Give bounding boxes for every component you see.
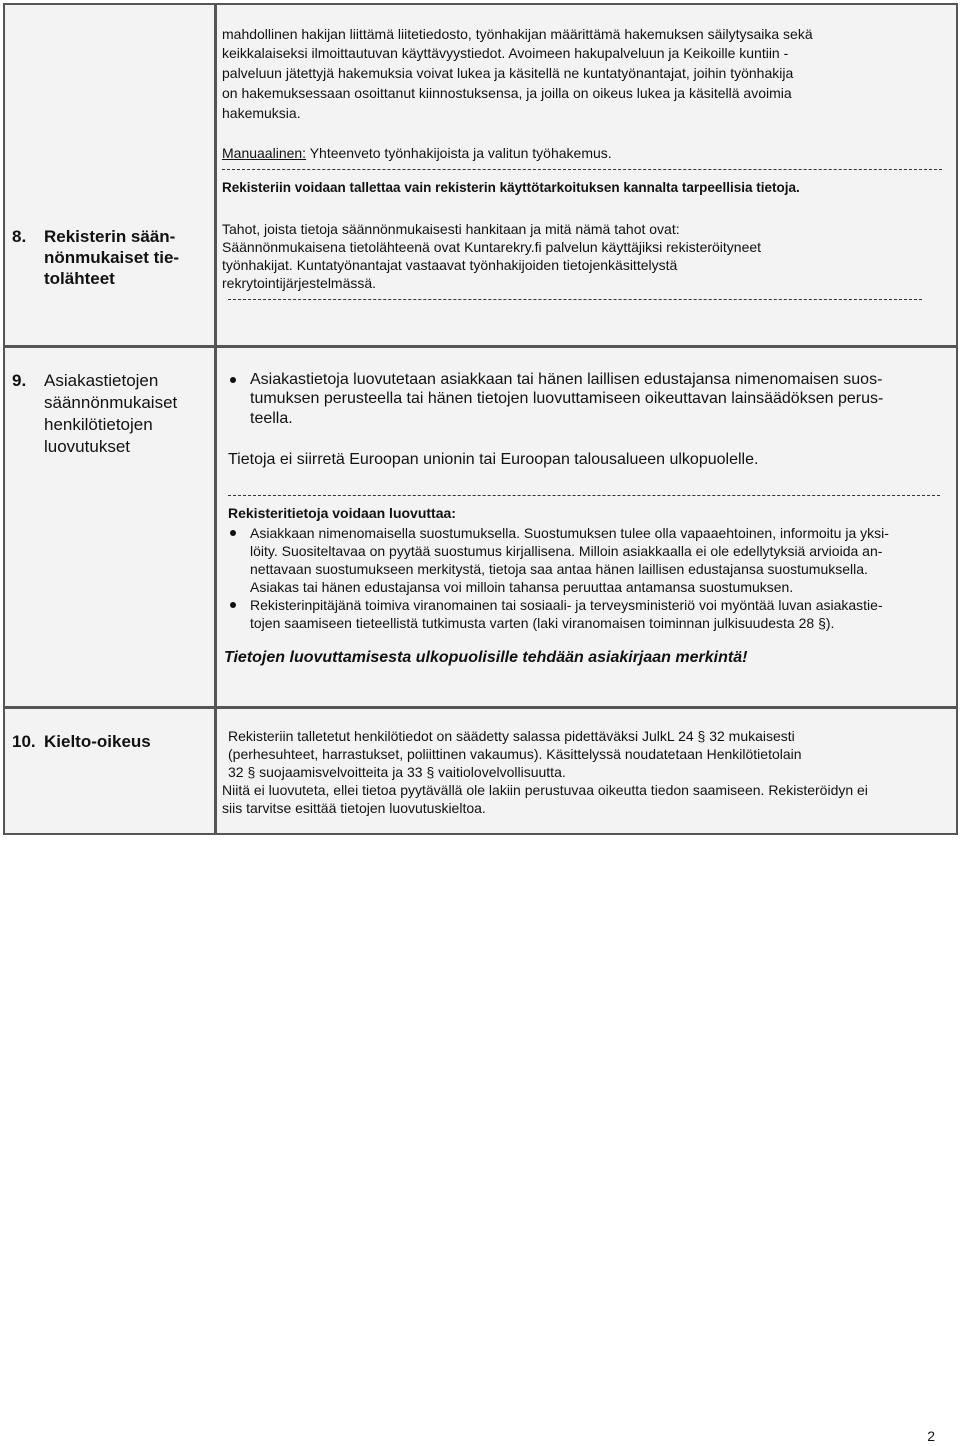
section8-title-line: nönmukaiset tie- — [44, 248, 180, 267]
bullet-icon — [230, 530, 236, 536]
section9-title-line: luovutukset — [44, 437, 130, 456]
section10-title: Kielto-oikeus — [44, 732, 151, 751]
paragraph-line: on hakemuksessaan osoittanut kiinnostuksensa, ja joilla on oikeus lukea ja käsitellä avoimia — [222, 85, 792, 101]
bullet-line: löity. Suositeltavaa on pyytää suostumus kirjallisena. Milloin asiakkaalla ei ole edellytyksiä arvioida an- — [250, 543, 883, 559]
bullet-line: teella. — [250, 410, 293, 427]
section10-number: 10. — [12, 732, 36, 751]
page-number: 2 — [927, 1428, 935, 1444]
dashed-divider — [228, 495, 940, 496]
section10-line: siis tarvitse esittää tietojen luovutuskieltoa. — [222, 800, 486, 816]
section8-line: työnhakijat. Kuntatyönantajat vastaavat työnhakijoiden tietojenkäsittelystä — [222, 257, 678, 273]
disclose-heading: Rekisteritietoja voidaan luovuttaa: — [228, 505, 456, 521]
bullet-line: Asiakastietoja luovutetaan asiakkaan tai hänen laillisen edustajansa nimenomaisen suos- — [250, 371, 883, 388]
section10-line: 32 § suojaamisvelvoitteita ja 33 § vaitiolovelvollisuutta. — [228, 764, 566, 780]
dashed-divider — [228, 299, 922, 300]
section9-number: 9. — [12, 371, 27, 390]
section9-title-line: Asiakastietojen — [44, 371, 159, 390]
manual-label: Manuaalinen: — [222, 145, 307, 161]
disclosure-note: Tietojen luovuttamisesta ulkopuolisille tehdään asiakirjaan merkintä! — [224, 649, 748, 666]
bullet-line: tumuksen perusteella tai hänen tietojen luovuttamiseen oikeuttavan lainsäädöksen perus- — [250, 390, 884, 407]
section-top-left-cell — [3, 3, 216, 347]
bullet-line: Rekisterinpitäjänä toimiva viranomainen tai sosiaali- ja terveysministeriö voi myöntää luvan asiakastie- — [250, 597, 883, 613]
bullet-icon — [230, 602, 236, 608]
section8-line: Tahot, joista tietoja säännönmukaisesti hankitaan ja mitä nämä tahot ovat: — [222, 221, 680, 237]
section8-title-line: tolähteet — [44, 269, 115, 288]
section10-line: Rekisteriin talletetut henkilötiedot on säädetty salassa pidettäväksi JulkL 24 § 32 mukaisesti — [228, 728, 795, 744]
storage-note: Rekisteriin voidaan tallettaa vain rekisterin käyttötarkoituksen kannalta tarpeellisia tietoja. — [222, 180, 800, 195]
paragraph-line: keikkalaiseksi ilmoittautuvan käyttävyystiedot. Avoimeen hakupalveluun ja Keikoille kuntiin - — [222, 45, 789, 61]
section8-line: Säännönmukaisena tietolähteenä ovat Kuntarekry.fi palvelun käyttäjiksi rekisteröityneet — [222, 239, 762, 255]
section8-title-line: Rekisterin sään- — [44, 227, 176, 246]
bullet-line: nettavaan suostumukseen merkitystä, tietoja saa antaa hänen laillisen edustajansa suostumuksella. — [250, 561, 868, 577]
paragraph-line: mahdollinen hakijan liittämä liitetiedosto, työnhakijan määrittämä hakemuksen säilytysaika sekä — [222, 26, 813, 42]
section10-line: Niitä ei luovuteta, ellei tietoa pyytävällä ole lakiin perustuvaa oikeutta tiedon saamiseen. Rekisteröidyn ei — [222, 782, 868, 798]
section8-number: 8. — [12, 227, 27, 246]
eu-transfer-line: Tietoja ei siirretä Euroopan unionin tai Euroopan talousalueen ulkopuolelle. — [228, 451, 759, 468]
bullet-icon — [230, 377, 236, 383]
section10-left-cell — [3, 707, 216, 835]
dashed-divider — [222, 169, 942, 170]
paragraph-line: hakemuksia. — [222, 105, 301, 121]
section10-line: (perhesuhteet, harrastukset, poliittinen vakaumus). Käsittelyssä noudatetaan Henkilötietolain — [228, 746, 802, 762]
section9-title-line: henkilötietojen — [44, 415, 153, 434]
bullet-line: Asiakkaan nimenomaisella suostumuksella. Suostumuksen tulee olla vapaaehtoinen, informoitu ja yksi- — [250, 525, 889, 541]
manual-line — [222, 144, 612, 162]
section9-title-line: säännönmukaiset — [44, 393, 178, 412]
manual-text: Yhteenveto työnhakijoista ja valitun työhakemus. — [306, 145, 612, 161]
bullet-line: Asiakas tai hänen edustajansa voi milloin tahansa peruuttaa antamansa suostumuksen. — [250, 579, 794, 595]
paragraph-line: palveluun jätettyjä hakemuksia voivat lukea ja käsitellä ne kuntatyönantajat, joihin työnhakija — [222, 65, 794, 81]
section8-line: rekrytointijärjestelmässä. — [222, 275, 377, 291]
bullet-line: tojen saamiseen tieteellistä tutkimusta varten (laki viranomaisen toiminnan julkisuudesta 28 §). — [250, 615, 835, 631]
